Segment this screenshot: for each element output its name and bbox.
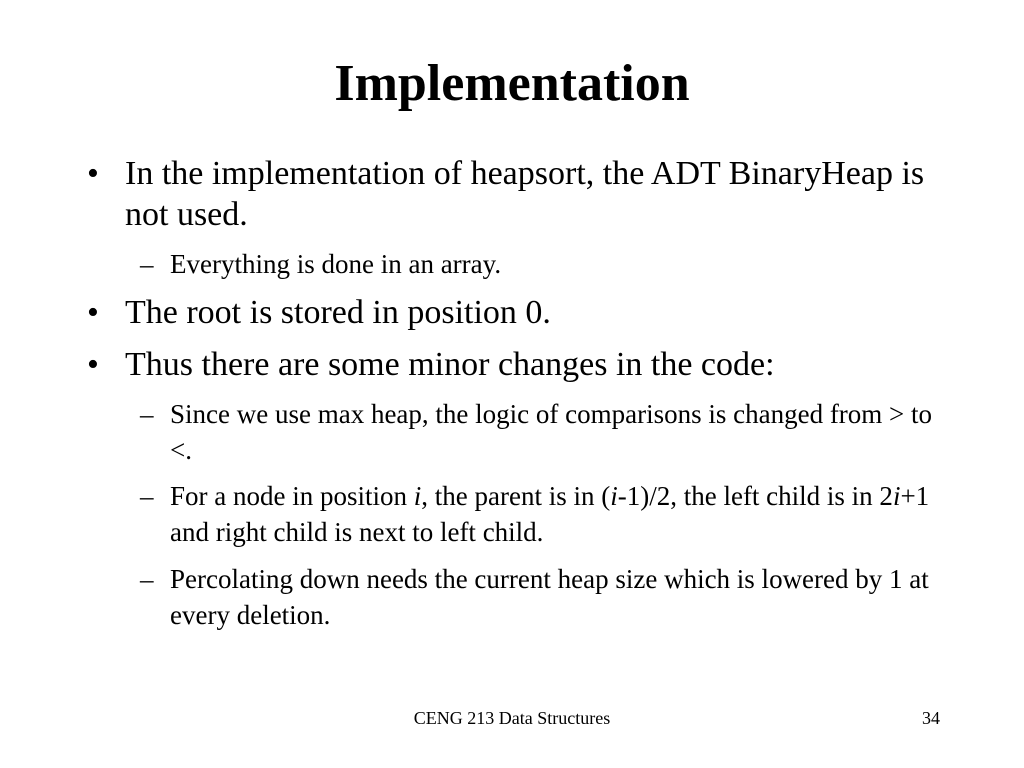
bullet-1-sub-1-text: Everything is done in an array. — [170, 249, 502, 279]
italic-var: i — [413, 481, 422, 511]
slide-title: Implementation — [334, 55, 690, 112]
bullet-1-sub-1 — [140, 246, 950, 282]
bullet-marker: • — [87, 155, 99, 192]
text-run: For a node in position — [170, 481, 414, 511]
bullet-marker: • — [87, 346, 99, 383]
dash-marker: – — [140, 249, 154, 279]
bullet-1-text: In the implementation of heapsort, the ADT BinaryHeap is not used. — [125, 155, 925, 233]
bullet-3-sub-2-text — [170, 481, 929, 547]
bullet-3-sub-1 — [140, 396, 950, 468]
italic-var: i — [892, 481, 901, 511]
text-run: -1)/2, the left child is in 2 — [617, 481, 893, 511]
bullet-2-text: The root is stored in position 0. — [125, 294, 551, 331]
bullet-3-sub-3-text: Percolating down needs the current heap size which is lowered by 1 at every deletion. — [170, 564, 929, 630]
dash-marker: – — [140, 564, 154, 594]
italic-var: i — [610, 481, 618, 511]
dash-marker: – — [140, 399, 154, 429]
bullet-3 — [87, 344, 945, 385]
bullet-marker: • — [87, 294, 99, 331]
bullet-3-sub-2 — [140, 478, 950, 550]
bullet-3-sub-1-text: Since we use max heap, the logic of comparisons is changed from > to <. — [170, 399, 933, 465]
bullet-3-sub-3 — [140, 561, 950, 633]
bullet-2 — [87, 292, 945, 333]
footer-page-number: 34 — [922, 708, 940, 728]
bullet-3-text: Thus there are some minor changes in the code: — [125, 346, 775, 383]
dash-marker: – — [140, 481, 154, 511]
text-run: +1 and right child is next to left child. — [170, 481, 930, 547]
text-run: , the parent is in ( — [421, 481, 611, 511]
footer-course: CENG 213 Data Structures — [413, 708, 611, 728]
bullet-1 — [87, 153, 945, 235]
